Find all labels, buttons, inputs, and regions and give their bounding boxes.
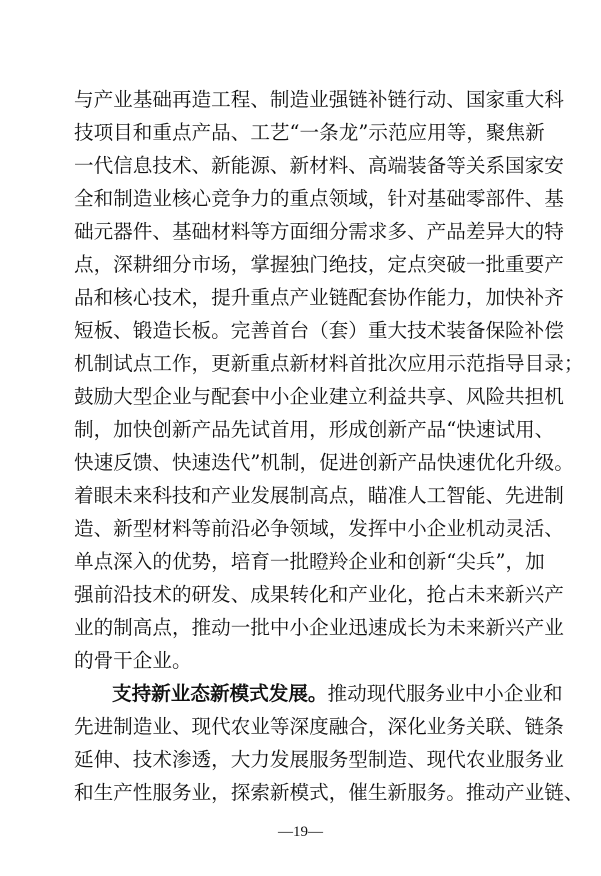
body-line: 全和制造业核心竞争力的重点领域，针对基础零部件、基 <box>74 187 564 210</box>
body-line: 机制试点工作，更新重点新材料首批次应用示范指导目录； <box>74 352 584 375</box>
body-line: 延伸、技术渗透，大力发展服务型制造、现代农业服务业 <box>74 748 564 771</box>
body-line: 单点深入的优势，培育一批瞪羚企业和创新“尖兵”，加 <box>74 550 545 573</box>
body-line: 先进制造业、现代农业等深度融合，深化业务关联、链条 <box>74 715 564 738</box>
body-line: 点，深耕细分市场，掌握独门绝技，定点突破一批重要产 <box>74 253 564 276</box>
page-number: —19— <box>278 824 323 840</box>
body-line: 短板、锻造长板。完善首台（套）重大技术装备保险补偿 <box>74 319 564 342</box>
body-line: 品和核心技术，提升重点产业链配套协作能力，加快补齐 <box>74 286 564 309</box>
body-line: 制，加快创新产品先试首用，形成创新产品“快速试用、 <box>74 418 555 441</box>
body-line: 鼓励大型企业与配套中小企业建立利益共享、风险共担机 <box>74 385 564 408</box>
body-line: 强前沿技术的研发、成果转化和产业化，抢占未来新兴产 <box>74 583 564 606</box>
body-line: 业的制高点，推动一批中小企业迅速成长为未来新兴产业 <box>74 616 564 639</box>
body-line: 着眼未来科技和产业发展制高点，瞄准人工智能、先进制 <box>74 484 564 507</box>
body-line: 快速反馈、快速迭代”机制，促进创新产品快速优化升级。 <box>74 451 574 474</box>
heading-continuation: 推动现代服务业中小企业和 <box>327 682 563 705</box>
body-line: 和生产性服务业，探索新模式，催生新服务。推动产业链、 <box>74 781 584 804</box>
body-line: 造、新型材料等前沿必争领域，发挥中小企业机动灵活、 <box>74 517 564 540</box>
body-line: 一代信息技术、新能源、新材料、高端装备等关系国家安 <box>74 154 564 177</box>
section-heading: 支持新业态新模式发展。 <box>112 682 328 705</box>
body-line: 础元器件、基础材料等方面细分需求多、产品差异大的特 <box>74 220 564 243</box>
body-line: 与产业基础再造工程、制造业强链补链行动、国家重大科 <box>74 88 564 111</box>
body-line: 技项目和重点产品、工艺“一条龙”示范应用等，聚焦新 <box>74 121 545 144</box>
body-line-last: 的骨干企业。 <box>74 649 192 672</box>
paragraph-first-line <box>74 678 563 710</box>
